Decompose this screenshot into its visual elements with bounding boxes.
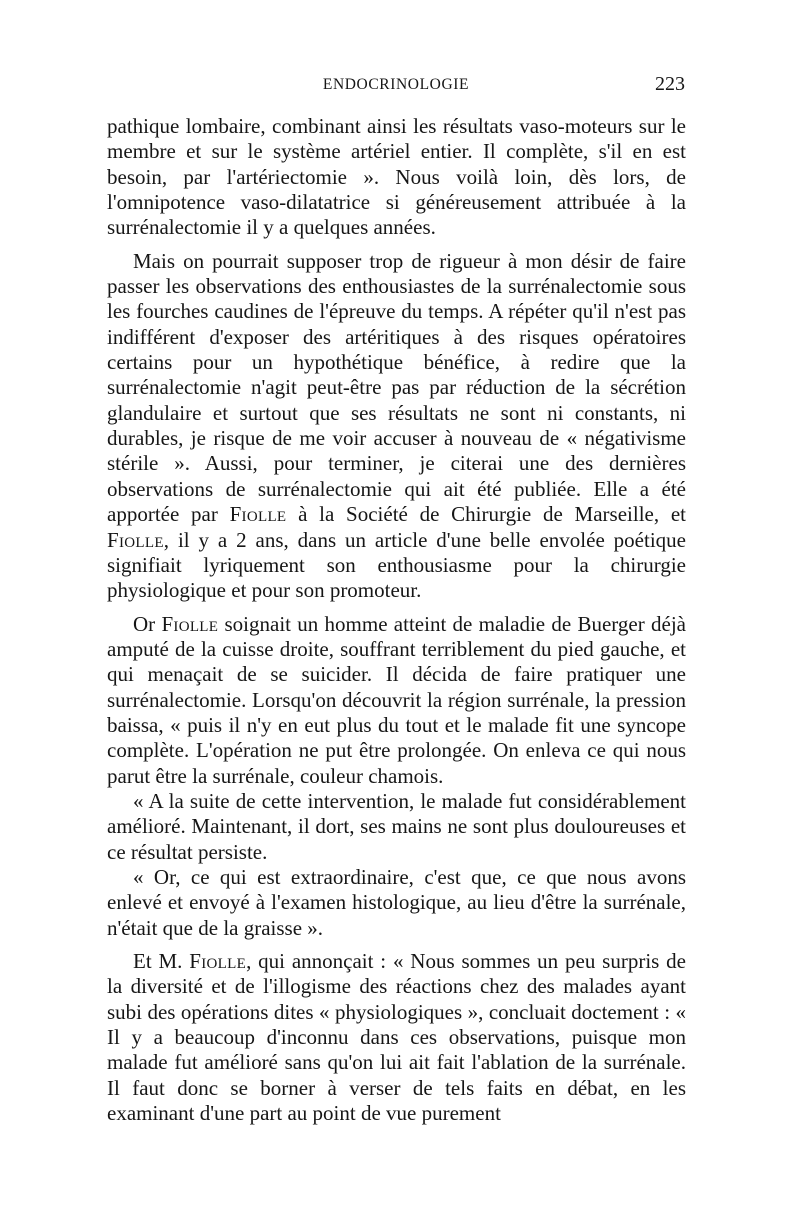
author-name-fiolle: Fiolle <box>189 949 247 973</box>
paragraph-1: pathique lombaire, combinant ainsi les résultats vaso-moteurs sur le membre et sur le système artériel entier. Il complète, s'il en est besoin, par l'artériectomie ». Nous voilà loin, dès lors, de l'omnipotence vaso-dilatatrice si généreusement attribuée à la surrénalectomie il y a quelques années. <box>107 114 686 240</box>
author-name-fiolle: Fiolle <box>229 502 287 527</box>
paragraph-3 <box>107 612 686 789</box>
paragraph-2-text-b: à la Société de Chirurgie de Marseille, et <box>286 502 686 527</box>
page-number: 223 <box>655 73 685 95</box>
paragraph-2-text-c: , il y a 2 ans, dans un article d'une belle envolée poétique signifiait lyriquement son enthousiasme pour la chirurgie physiologique et pour son promoteur. <box>107 527 686 603</box>
paragraph-6 <box>107 949 686 1126</box>
paragraph-3-text-b: soignait un homme atteint de maladie de Buerger déjà amputé de la cuisse droite, souffrant terriblement du pied gauche, et qui menaçait de se suicider. Il décida de faire pratiquer une surrénalectomie. Lorsqu'on découvrit la région surrénale, la pression baissa, « puis il n'y en eut plus du tout et le malade fit une syncope complète. L'opération ne put être prolongée. On enleva ce qui nous parut être la surrénale, couleur chamois. <box>107 611 686 788</box>
paragraph-2-text-a: Mais on pourrait supposer trop de rigueur à mon désir de faire passer les observations des enthousiastes de la surrénalectomie sous les fourches caudines de l'épreuve du temps. A répéter qu'il n'est pas indifférent d'exposer des artéritiques à des risques opératoires certains pour un hypothétique bénéfice, à redire que la surrénalectomie n'agit peut-être pas par réduction de la sécrétion glandulaire et surtout que ses résultats ne sont ni constants, ni durables, je risque de me voir accuser à nouveau de « négativisme stérile ». Aussi, pour terminer, je citerai une des dernières observations de surrénalectomie qui ait été publiée. Elle a été apportée par <box>107 248 686 527</box>
paragraph-4-quote: « A la suite de cette intervention, le malade fut considérablement amélioré. Maintenant, il dort, ses mains ne sont plus douloureuses et ce résultat persiste. <box>107 788 686 864</box>
paragraph-6-text-a: Et M. <box>133 949 190 973</box>
paragraph-3-text-a: Or <box>133 611 162 636</box>
paragraph-6-text-b: , qui annonçait : « Nous sommes un peu surpris de la diversité et de l'illogisme des réactions chez des malades ayant subi des opérations dites « physiologiques », concluait doctement : « Il y a beaucoup d'inconnu dans ces observations, puisque mon malade fut amélioré sans qu'on lui ait fait l'ablation de la surrénale. Il faut donc se borner à verser de tels faits en débat, en les examinant d'une part au point de vue purement <box>107 949 686 1126</box>
paragraph-2 <box>107 249 686 604</box>
author-name-fiolle: Fiolle <box>107 527 164 552</box>
running-head <box>107 73 685 100</box>
running-title: ENDOCRINOLOGIE <box>322 76 470 93</box>
author-name-fiolle: Fiolle <box>161 611 219 636</box>
body-text <box>107 114 686 1126</box>
paragraph-5-quote: « Or, ce qui est extraordinaire, c'est que, ce que nous avons enlevé et envoyé à l'examen histologique, au lieu d'être la surrénale, n'était que de la graisse ». <box>107 864 686 940</box>
